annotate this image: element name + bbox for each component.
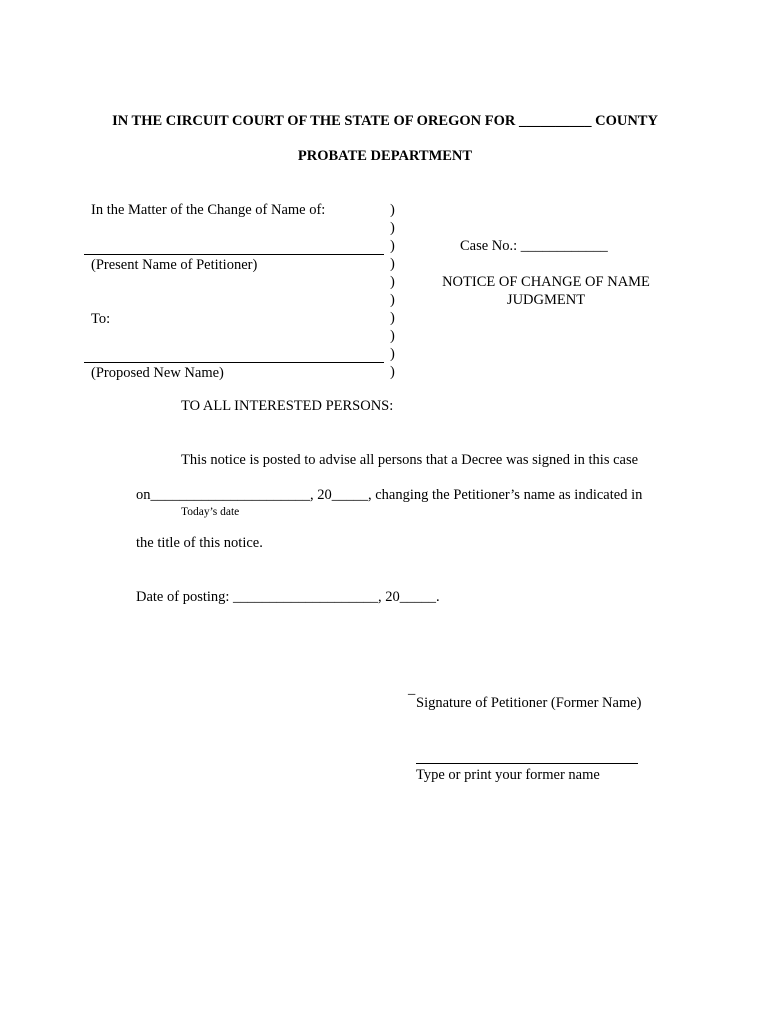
- document-title-line1: NOTICE OF CHANGE OF NAME: [442, 274, 650, 290]
- present-name-line: [84, 254, 384, 255]
- document-title-line2: JUDGMENT: [506, 292, 586, 308]
- caption-paren: ): [390, 202, 395, 218]
- proposed-name-label: (Proposed New Name): [91, 365, 224, 381]
- salutation: TO ALL INTERESTED PERSONS:: [181, 398, 394, 414]
- caption-paren: ): [390, 220, 395, 236]
- caption-paren: ): [390, 328, 395, 344]
- court-heading: IN THE CIRCUIT COURT OF THE STATE OF OREGON FOR __________ COUNTY: [112, 113, 658, 129]
- caption-paren: ): [390, 256, 395, 272]
- notice-paragraph-line2: on______________________, 20_____, changing the Petitioner’s name as indicated in: [136, 487, 643, 503]
- proposed-name-line: [84, 362, 384, 363]
- former-name-line: [416, 763, 638, 764]
- caption-paren: ): [390, 364, 395, 380]
- signature-label: Signature of Petitioner (Former Name): [416, 695, 642, 711]
- to-label: To:: [91, 311, 111, 327]
- matter-label: In the Matter of the Change of Name of:: [91, 202, 326, 218]
- notice-paragraph-line3: the title of this notice.: [136, 535, 263, 551]
- present-name-label: (Present Name of Petitioner): [91, 257, 258, 273]
- former-name-label: Type or print your former name: [416, 767, 600, 783]
- caption-paren: ): [390, 346, 395, 362]
- case-number: Case No.: ____________: [460, 238, 608, 254]
- date-of-posting: Date of posting: ____________________, 20_____.: [136, 589, 440, 605]
- department-heading: PROBATE DEPARTMENT: [297, 148, 473, 164]
- caption-paren: ): [390, 310, 395, 326]
- caption-paren: ): [390, 274, 395, 290]
- caption-paren: ): [390, 292, 395, 308]
- signature-dash: _: [408, 681, 416, 697]
- notice-paragraph-line1: This notice is posted to advise all persons that a Decree was signed in this case: [181, 452, 639, 468]
- caption-paren: ): [390, 238, 395, 254]
- todays-date-label: Today’s date: [181, 506, 240, 518]
